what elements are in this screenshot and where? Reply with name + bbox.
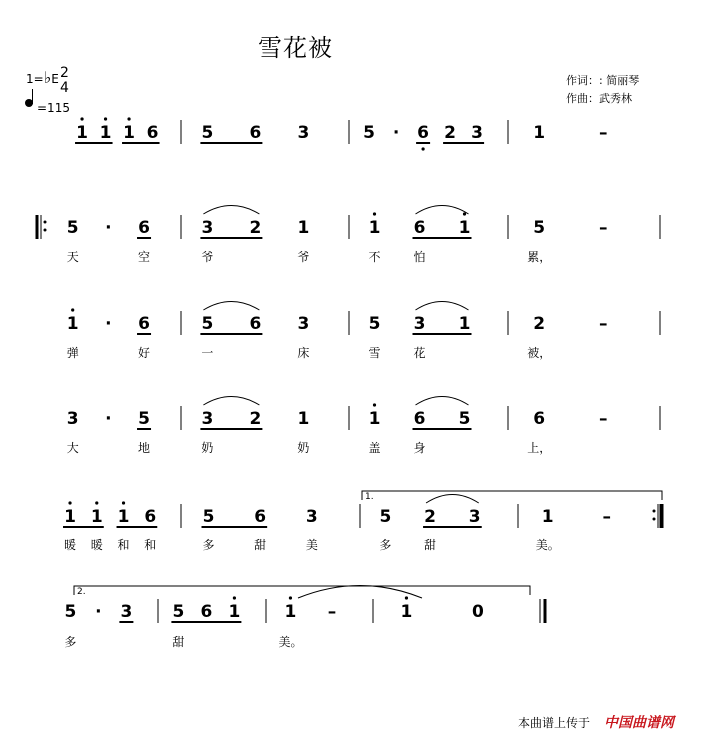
note: 6 <box>254 507 267 527</box>
lyric: 暖 <box>90 538 103 552</box>
note: – <box>598 123 608 143</box>
lyric: 雪 <box>368 346 381 360</box>
tie <box>298 586 422 599</box>
slur <box>416 206 469 215</box>
note: 6 <box>249 314 262 334</box>
lyric: 身 <box>413 441 426 455</box>
lyric: 花 <box>413 346 426 360</box>
high-octave-dot <box>95 501 98 504</box>
lyric: 不 <box>368 250 381 264</box>
note: 5 <box>533 218 546 238</box>
note: 5 <box>202 507 215 527</box>
high-octave-dot <box>68 501 71 504</box>
note: 3 <box>66 409 79 429</box>
site-logo: 中国曲谱网 <box>604 715 674 731</box>
slur <box>416 302 469 311</box>
note: 1 <box>297 218 310 238</box>
note: – <box>598 409 608 429</box>
repeat-dot <box>653 518 656 521</box>
note: 1 <box>284 602 297 622</box>
note: 5 <box>201 314 214 334</box>
lyric: 甜 <box>254 538 267 552</box>
lyric: 和 <box>117 538 130 552</box>
note: 1 <box>400 602 413 622</box>
note: – <box>327 602 337 622</box>
note: 3 <box>201 218 214 238</box>
slur <box>426 495 479 504</box>
note: 6 <box>200 602 213 622</box>
note: 2 <box>249 218 262 238</box>
low-octave-dot <box>422 147 425 150</box>
page-title: 雪花被 <box>258 34 333 62</box>
lyric: 大 <box>66 441 79 455</box>
note: 6 <box>144 507 157 527</box>
note: 5 <box>458 409 471 429</box>
volta-label: 2. <box>77 587 86 597</box>
note: 6 <box>138 314 150 334</box>
lyric: 多 <box>202 538 215 552</box>
lyric: 和 <box>144 538 157 552</box>
note: 2 <box>249 409 262 429</box>
note: 3 <box>120 602 133 622</box>
note: 6 <box>146 123 159 143</box>
note: 5 <box>379 507 392 527</box>
note: 1 <box>123 123 135 143</box>
note: 3 <box>297 123 310 143</box>
note: 1 <box>76 123 88 143</box>
lyric: 床 <box>297 346 310 360</box>
lyric: 爷 <box>297 250 310 264</box>
lyricist-credit: 作词：: 简丽琴 <box>566 74 640 87</box>
repeat-dot <box>44 229 47 232</box>
lyric: 多 <box>64 635 77 649</box>
key-letter: E <box>51 72 59 86</box>
repeat-dot <box>44 221 47 224</box>
volta-label: 1. <box>365 492 374 502</box>
note: 1 <box>64 507 76 527</box>
volta-bracket <box>74 586 530 595</box>
note: · <box>95 602 102 622</box>
note: 1 <box>228 602 241 622</box>
lyric: 美。 <box>535 538 560 552</box>
note: 1 <box>117 507 130 527</box>
lyric: 天 <box>66 250 79 264</box>
composer-credit: 作曲：武秀林 <box>566 92 632 105</box>
high-octave-dot <box>289 596 292 599</box>
note: · <box>392 123 400 143</box>
lyric: 甜 <box>172 635 185 649</box>
note: 3 <box>305 507 318 527</box>
repeat-dot <box>653 510 656 513</box>
note: 0 <box>472 602 484 622</box>
note: – <box>598 218 608 238</box>
note: 3 <box>471 123 484 143</box>
lyric: 奶 <box>297 441 310 455</box>
lyric: 一 <box>201 346 214 360</box>
note: 5 <box>66 218 79 238</box>
note: 5 <box>368 314 381 334</box>
note: 1 <box>458 218 471 238</box>
note: 3 <box>413 314 426 334</box>
note: 6 <box>249 123 262 143</box>
note: 5 <box>138 409 150 429</box>
lyric: 爷 <box>201 250 214 264</box>
note: 1 <box>533 123 546 143</box>
note: 2 <box>444 123 457 143</box>
note: 1 <box>297 409 310 429</box>
high-octave-dot <box>405 596 408 599</box>
high-octave-dot <box>373 212 376 215</box>
upload-note: 本曲谱上传于 <box>518 716 591 730</box>
lyric: 地 <box>138 441 151 455</box>
note: 1 <box>66 314 79 334</box>
note: 1 <box>458 314 471 334</box>
note: 1 <box>90 507 103 527</box>
note: 3 <box>201 409 214 429</box>
note: 1 <box>368 218 381 238</box>
note: 3 <box>468 507 481 527</box>
time-signature-top: 2 <box>60 65 69 81</box>
note: – <box>598 314 608 334</box>
note: 6 <box>413 409 426 429</box>
note: 6 <box>413 218 426 238</box>
high-octave-dot <box>233 596 236 599</box>
note: 5 <box>201 123 214 143</box>
note: 5 <box>363 123 376 143</box>
slur <box>203 206 259 215</box>
slur <box>416 397 469 406</box>
high-octave-dot <box>104 117 107 120</box>
note: 2 <box>533 314 546 334</box>
note: · <box>105 314 112 334</box>
volta-bracket <box>362 491 662 500</box>
note: 5 <box>64 602 77 622</box>
note: 5 <box>172 602 185 622</box>
note: 3 <box>297 314 310 334</box>
lyric: 暖 <box>64 538 77 552</box>
note: 1 <box>99 123 112 143</box>
slur <box>203 397 259 406</box>
lyric: 甜 <box>424 538 437 552</box>
high-octave-dot <box>373 403 376 406</box>
note: – <box>602 507 611 527</box>
high-octave-dot <box>463 212 466 215</box>
key-prefix: 1= <box>26 72 44 86</box>
lyric: 上， <box>527 441 552 455</box>
slur <box>203 302 259 311</box>
lyric: 弹 <box>66 346 79 360</box>
note: 1 <box>541 507 554 527</box>
lyric: 盖 <box>368 441 381 455</box>
note: 2 <box>424 507 436 527</box>
flat-icon: ♭ <box>43 68 52 87</box>
note: · <box>105 409 112 429</box>
lyric: 怕 <box>413 250 426 264</box>
note: · <box>105 218 112 238</box>
note: 1 <box>368 409 381 429</box>
tempo-marking: =115 <box>37 101 70 115</box>
high-octave-dot <box>122 501 125 504</box>
lyric: 美。 <box>278 635 303 649</box>
lyric: 被， <box>527 346 552 360</box>
lyric: 累， <box>527 250 552 264</box>
time-signature-bottom: 4 <box>60 80 69 96</box>
note: 6 <box>138 218 150 238</box>
note: 6 <box>533 409 546 429</box>
lyric: 奶 <box>201 441 214 455</box>
high-octave-dot <box>127 117 130 120</box>
lyric: 美 <box>305 538 318 552</box>
lyric: 好 <box>138 346 151 360</box>
high-octave-dot <box>71 308 74 311</box>
note: 6 <box>417 123 430 143</box>
high-octave-dot <box>80 117 83 120</box>
lyric: 空 <box>138 250 151 264</box>
lyric: 多 <box>379 538 392 552</box>
